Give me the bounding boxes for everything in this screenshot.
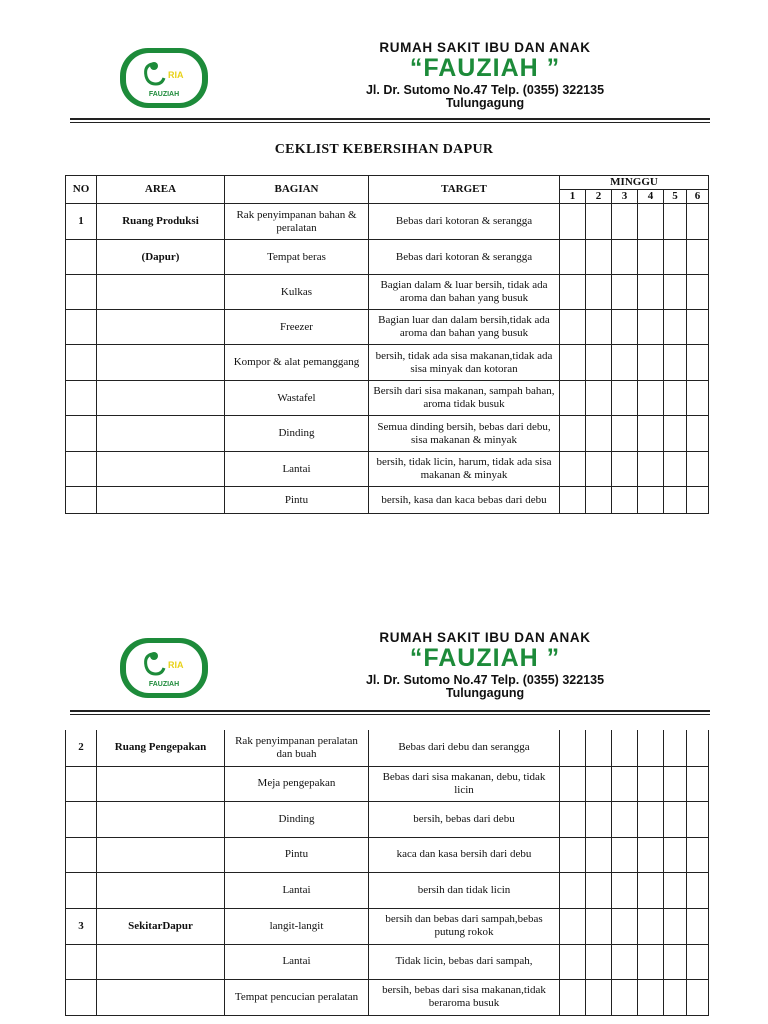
row-target: bersih, tidak ada sisa makanan,tidak ada sisa minyak dan kotoran xyxy=(369,345,560,381)
document-title: CEKLIST KEBERSIHAN DAPUR xyxy=(274,142,494,157)
week-check-cell[interactable] xyxy=(664,487,687,514)
week-check-cell[interactable] xyxy=(560,979,586,1015)
row-bagian: Tempat beras xyxy=(225,240,369,275)
row-area xyxy=(97,345,225,381)
col-header-target: TARGET xyxy=(369,176,560,204)
week-check-cell[interactable] xyxy=(664,452,687,487)
row-no xyxy=(66,801,97,837)
hospital-city: Tulungagung xyxy=(445,96,525,110)
table-row xyxy=(66,487,709,514)
week-check-cell[interactable] xyxy=(687,452,709,487)
row-no xyxy=(66,944,97,979)
week-check-cell[interactable] xyxy=(638,416,664,452)
divider xyxy=(70,714,710,715)
week-check-cell[interactable] xyxy=(687,979,709,1015)
table-row xyxy=(66,908,709,944)
row-no xyxy=(66,766,97,801)
week-check-cell[interactable] xyxy=(586,416,612,452)
row-area xyxy=(97,416,225,452)
week-check-cell[interactable] xyxy=(687,240,709,275)
row-bagian: Meja pengepakan xyxy=(225,766,369,801)
table-row xyxy=(66,204,709,240)
week-check-cell[interactable] xyxy=(664,766,687,801)
week-check-cell[interactable] xyxy=(560,310,586,345)
row-target: Semua dinding bersih, bebas dari debu, sisa makanan & minyak xyxy=(369,416,560,452)
hospital-type: RUMAH SAKIT IBU DAN ANAK xyxy=(379,630,591,645)
row-target: Tidak licin, bebas dari sampah, xyxy=(369,944,560,979)
row-bagian: Lantai xyxy=(225,944,369,979)
week-check-cell[interactable] xyxy=(560,908,586,944)
week-check-cell[interactable] xyxy=(586,801,612,837)
table-row xyxy=(66,872,709,908)
divider xyxy=(70,122,710,123)
week-check-cell[interactable] xyxy=(638,872,664,908)
week-check-cell[interactable] xyxy=(664,381,687,416)
week-check-cell[interactable] xyxy=(687,730,709,766)
week-check-cell[interactable] xyxy=(612,979,638,1015)
row-area xyxy=(97,837,225,872)
week-check-cell[interactable] xyxy=(638,345,664,381)
row-no xyxy=(66,416,97,452)
week-check-cell[interactable] xyxy=(560,275,586,310)
row-area: Ruang Pengepakan xyxy=(97,730,225,766)
week-check-cell[interactable] xyxy=(560,730,586,766)
row-bagian: Pintu xyxy=(225,837,369,872)
week-check-cell[interactable] xyxy=(638,979,664,1015)
hospital-name: “FAUZIAH ” xyxy=(409,54,561,82)
row-target: bersih, kasa dan kaca bebas dari debu xyxy=(369,487,560,514)
week-check-cell[interactable] xyxy=(612,345,638,381)
week-check-cell[interactable] xyxy=(687,275,709,310)
row-bagian: Dinding xyxy=(225,801,369,837)
week-check-cell[interactable] xyxy=(664,730,687,766)
week-check-cell[interactable] xyxy=(560,487,586,514)
week-header: 5 xyxy=(664,190,687,204)
week-header: 4 xyxy=(638,190,664,204)
week-check-cell[interactable] xyxy=(638,766,664,801)
week-check-cell[interactable] xyxy=(638,487,664,514)
row-no xyxy=(66,452,97,487)
week-check-cell[interactable] xyxy=(612,730,638,766)
row-area: SekitarDapur xyxy=(97,908,225,944)
week-check-cell[interactable] xyxy=(664,908,687,944)
week-check-cell[interactable] xyxy=(638,908,664,944)
week-check-cell[interactable] xyxy=(638,730,664,766)
row-bagian: Tempat pencucian peralatan xyxy=(225,979,369,1015)
row-target: bersih, bebas dari debu xyxy=(369,801,560,837)
week-check-cell[interactable] xyxy=(638,452,664,487)
table-row xyxy=(66,979,709,1015)
row-bagian: Rak penyimpanan peralatan dan buah xyxy=(225,730,369,766)
row-bagian: Lantai xyxy=(225,872,369,908)
week-check-cell[interactable] xyxy=(664,310,687,345)
week-check-cell[interactable] xyxy=(664,275,687,310)
week-check-cell[interactable] xyxy=(560,381,586,416)
week-check-cell[interactable] xyxy=(586,240,612,275)
week-check-cell[interactable] xyxy=(664,416,687,452)
week-check-cell[interactable] xyxy=(586,275,612,310)
row-area: (Dapur) xyxy=(97,240,225,275)
week-check-cell[interactable] xyxy=(664,944,687,979)
week-check-cell[interactable] xyxy=(638,275,664,310)
row-area xyxy=(97,275,225,310)
week-check-cell[interactable] xyxy=(612,310,638,345)
week-check-cell[interactable] xyxy=(612,908,638,944)
hospital-name: “FAUZIAH ” xyxy=(409,644,561,672)
week-check-cell[interactable] xyxy=(664,240,687,275)
week-check-cell[interactable] xyxy=(687,801,709,837)
row-target: Bebas dari debu dan serangga xyxy=(369,730,560,766)
table-row xyxy=(66,766,709,801)
row-bagian: Dinding xyxy=(225,416,369,452)
row-no: 3 xyxy=(66,908,97,944)
week-check-cell[interactable] xyxy=(586,381,612,416)
col-header-no: NO xyxy=(66,176,97,204)
week-header: 3 xyxy=(612,190,638,204)
row-bagian: Freezer xyxy=(225,310,369,345)
week-check-cell[interactable] xyxy=(560,801,586,837)
row-area xyxy=(97,381,225,416)
row-area xyxy=(97,979,225,1015)
week-check-cell[interactable] xyxy=(638,310,664,345)
week-check-cell[interactable] xyxy=(586,766,612,801)
row-target: Bagian dalam & luar bersih, tidak ada aroma dan bahan yang busuk xyxy=(369,275,560,310)
table-row xyxy=(66,452,709,487)
row-bagian: Kulkas xyxy=(225,275,369,310)
week-check-cell[interactable] xyxy=(560,204,586,240)
week-check-cell[interactable] xyxy=(687,204,709,240)
week-check-cell[interactable] xyxy=(560,240,586,275)
hospital-address: Jl. Dr. Sutomo No.47 Telp. (0355) 322135 xyxy=(365,83,605,97)
week-check-cell[interactable] xyxy=(586,979,612,1015)
week-check-cell[interactable] xyxy=(687,944,709,979)
week-check-cell[interactable] xyxy=(638,801,664,837)
week-check-cell[interactable] xyxy=(638,381,664,416)
week-check-cell[interactable] xyxy=(612,944,638,979)
table-row xyxy=(66,240,709,275)
week-check-cell[interactable] xyxy=(560,837,586,872)
row-target: Bagian luar dan dalam bersih,tidak ada aroma dan bahan yang busuk xyxy=(369,310,560,345)
divider xyxy=(70,118,710,120)
col-header-area: AREA xyxy=(97,176,225,204)
week-check-cell[interactable] xyxy=(664,872,687,908)
week-check-cell[interactable] xyxy=(664,204,687,240)
row-bagian: Pintu xyxy=(225,487,369,514)
table-row xyxy=(66,416,709,452)
row-no xyxy=(66,275,97,310)
week-check-cell[interactable] xyxy=(612,204,638,240)
row-area xyxy=(97,452,225,487)
row-no xyxy=(66,487,97,514)
col-header-minggu: MINGGU xyxy=(560,176,709,190)
row-target: bersih, tidak licin, harum, tidak ada sisa makanan & minyak xyxy=(369,452,560,487)
row-target: kaca dan kasa bersih dari debu xyxy=(369,837,560,872)
row-no xyxy=(66,872,97,908)
row-area xyxy=(97,310,225,345)
week-check-cell[interactable] xyxy=(687,837,709,872)
week-check-cell[interactable] xyxy=(664,979,687,1015)
week-check-cell[interactable] xyxy=(612,240,638,275)
week-check-cell[interactable] xyxy=(638,944,664,979)
row-target: bersih dan tidak licin xyxy=(369,872,560,908)
svg-text:FAUZIAH: FAUZIAH xyxy=(148,91,180,98)
week-check-cell[interactable] xyxy=(586,730,612,766)
week-check-cell[interactable] xyxy=(612,801,638,837)
row-area: Ruang Produksi xyxy=(97,204,225,240)
table-row xyxy=(66,730,709,766)
week-check-cell[interactable] xyxy=(586,345,612,381)
week-check-cell[interactable] xyxy=(586,487,612,514)
row-bagian: Kompor & alat pemanggang xyxy=(225,345,369,381)
table-row xyxy=(66,310,709,345)
week-check-cell[interactable] xyxy=(560,766,586,801)
week-check-cell[interactable] xyxy=(687,908,709,944)
checklist-table-1 xyxy=(65,175,709,514)
week-check-cell[interactable] xyxy=(664,837,687,872)
week-check-cell[interactable] xyxy=(560,944,586,979)
week-header: 2 xyxy=(586,190,612,204)
week-check-cell[interactable] xyxy=(586,310,612,345)
week-check-cell[interactable] xyxy=(687,872,709,908)
row-target: Bersih dari sisa makanan, sampah bahan, aroma tidak busuk xyxy=(369,381,560,416)
checklist-table-2 xyxy=(65,730,709,1016)
week-header: 6 xyxy=(687,190,709,204)
week-check-cell[interactable] xyxy=(638,204,664,240)
week-check-cell[interactable] xyxy=(612,452,638,487)
divider xyxy=(70,710,710,712)
week-check-cell[interactable] xyxy=(612,837,638,872)
row-bagian: Lantai xyxy=(225,452,369,487)
week-check-cell[interactable] xyxy=(687,381,709,416)
row-no xyxy=(66,345,97,381)
week-check-cell[interactable] xyxy=(687,487,709,514)
week-check-cell[interactable] xyxy=(664,345,687,381)
week-check-cell[interactable] xyxy=(586,837,612,872)
row-target: Bebas dari kotoran & serangga xyxy=(369,240,560,275)
row-target: bersih, bebas dari sisa makanan,tidak beraroma busuk xyxy=(369,979,560,1015)
week-check-cell[interactable] xyxy=(638,240,664,275)
row-area xyxy=(97,487,225,514)
week-check-cell[interactable] xyxy=(586,872,612,908)
svg-text:FAUZIAH: FAUZIAH xyxy=(148,681,180,688)
row-target: Bebas dari sisa makanan, debu, tidak licin xyxy=(369,766,560,801)
week-check-cell[interactable] xyxy=(586,204,612,240)
week-check-cell[interactable] xyxy=(560,872,586,908)
week-check-cell[interactable] xyxy=(612,487,638,514)
week-header: 1 xyxy=(560,190,586,204)
week-check-cell[interactable] xyxy=(687,310,709,345)
hospital-address: Jl. Dr. Sutomo No.47 Telp. (0355) 322135 xyxy=(365,673,605,687)
week-check-cell[interactable] xyxy=(638,837,664,872)
col-header-bagian: BAGIAN xyxy=(225,176,369,204)
row-bagian: Rak penyimpanan bahan & peralatan xyxy=(225,204,369,240)
hospital-city: Tulungagung xyxy=(445,686,525,700)
row-area xyxy=(97,872,225,908)
row-no xyxy=(66,979,97,1015)
letterhead-second xyxy=(70,628,710,712)
row-area xyxy=(97,766,225,801)
week-check-cell[interactable] xyxy=(560,452,586,487)
week-check-cell[interactable] xyxy=(612,416,638,452)
hospital-type: RUMAH SAKIT IBU DAN ANAK xyxy=(379,40,591,55)
table-row xyxy=(66,381,709,416)
week-check-cell[interactable] xyxy=(612,275,638,310)
table-row xyxy=(66,944,709,979)
week-check-cell[interactable] xyxy=(612,872,638,908)
row-target: Bebas dari kotoran & serangga xyxy=(369,204,560,240)
svg-text:RIA: RIA xyxy=(168,660,184,670)
row-bagian: Wastafel xyxy=(225,381,369,416)
week-check-cell[interactable] xyxy=(687,416,709,452)
svg-text:RIA: RIA xyxy=(168,70,184,80)
row-no xyxy=(66,837,97,872)
week-check-cell[interactable] xyxy=(586,452,612,487)
table-row xyxy=(66,275,709,310)
table-row xyxy=(66,801,709,837)
row-no: 2 xyxy=(66,730,97,766)
week-check-cell[interactable] xyxy=(612,766,638,801)
table-row xyxy=(66,345,709,381)
row-bagian: langit-langit xyxy=(225,908,369,944)
week-check-cell[interactable] xyxy=(560,416,586,452)
letterhead-top xyxy=(70,38,710,122)
week-check-cell[interactable] xyxy=(586,944,612,979)
row-no: 1 xyxy=(66,204,97,240)
row-target: bersih dan bebas dari sampah,bebas putung rokok xyxy=(369,908,560,944)
week-check-cell[interactable] xyxy=(687,766,709,801)
row-area xyxy=(97,801,225,837)
row-no xyxy=(66,240,97,275)
row-no xyxy=(66,310,97,345)
week-check-cell[interactable] xyxy=(687,345,709,381)
week-check-cell[interactable] xyxy=(664,801,687,837)
week-check-cell[interactable] xyxy=(560,345,586,381)
week-check-cell[interactable] xyxy=(586,908,612,944)
row-no xyxy=(66,381,97,416)
table-row xyxy=(66,837,709,872)
row-area xyxy=(97,944,225,979)
week-check-cell[interactable] xyxy=(612,381,638,416)
